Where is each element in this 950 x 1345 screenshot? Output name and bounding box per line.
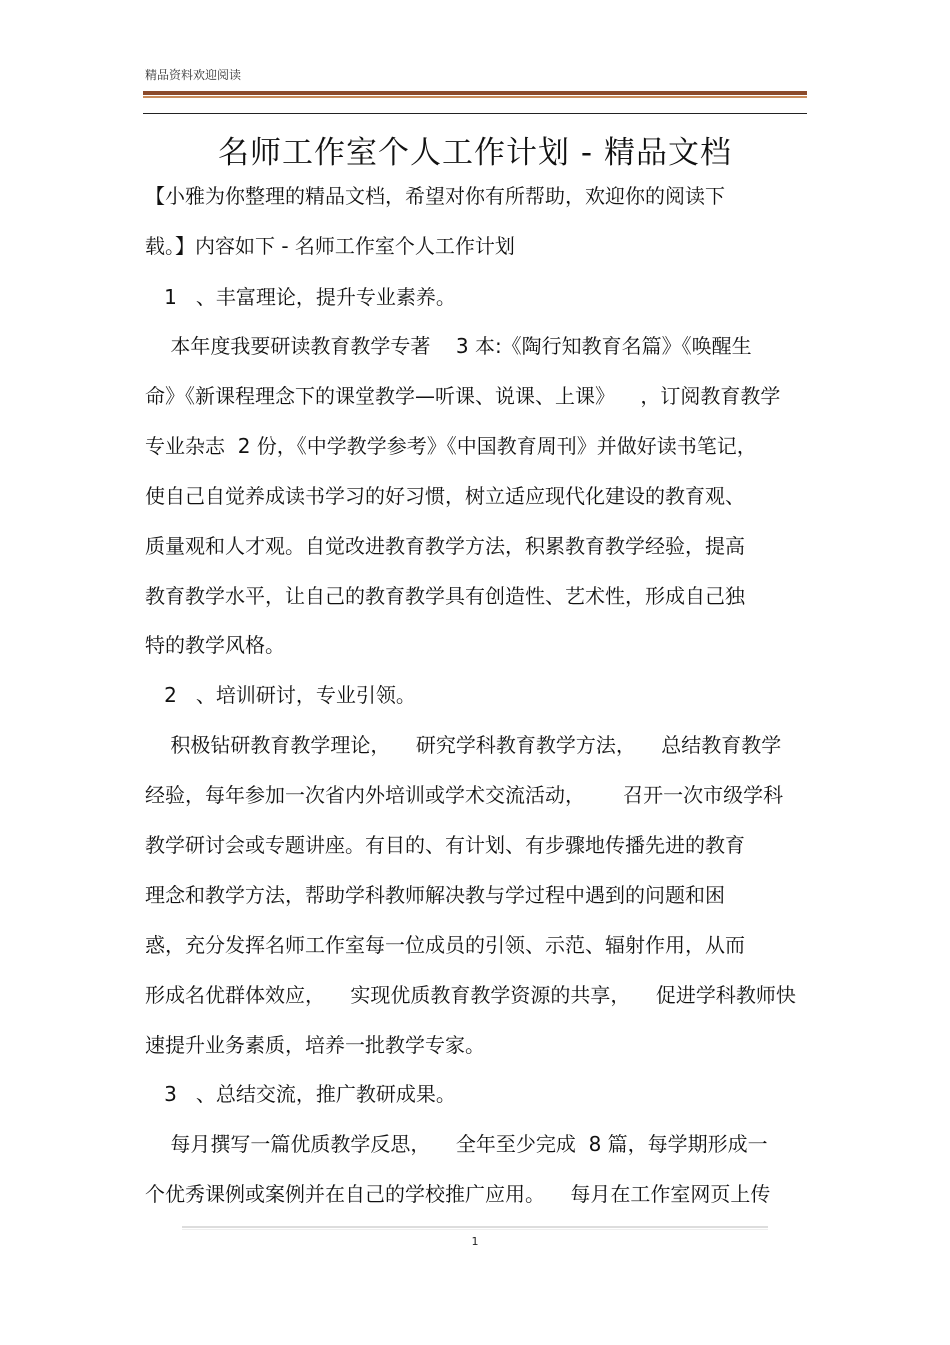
body-line: 【小雅为你整理的精品文档，希望对你有所帮助，欢迎你的阅读下 — [145, 184, 725, 208]
body-line: 惑，充分发挥名师工作室每一位成员的引领、示范、辐射作用，从而 — [145, 933, 745, 957]
footer-rule — [182, 1226, 768, 1228]
section-heading: 3 、总结交流，推广教研成果。 — [145, 1082, 456, 1106]
body-line: 质量观和人才观。自觉改进教育教学方法，积累教育教学经验，提高 — [145, 534, 745, 558]
footer-rule-shadow — [182, 1229, 768, 1230]
section-heading: 2 、培训研讨，专业引领。 — [145, 683, 416, 707]
body-line: 理念和教学方法，帮助学科教师解决教与学过程中遇到的问题和困 — [145, 883, 725, 907]
document-title: 名师工作室个人工作计划 - 精品文档 — [218, 135, 732, 171]
section-heading: 1 、丰富理论，提升专业素养。 — [145, 285, 456, 309]
body-line: 使自己自觉养成读书学习的好习惯，树立适应现代化建设的教育观、 — [145, 484, 745, 508]
header-rule-thin — [143, 96, 807, 98]
body-line: 速提升业务素质，培养一批教学专家。 — [145, 1033, 485, 1057]
body-line: 教学研讨会或专题讲座。有目的、有计划、有步骤地传播先进的教育 — [145, 833, 745, 857]
body-line: 积极钻研教育教学理论， 研究学科教育教学方法， 总结教育教学 — [145, 733, 782, 757]
body-line: 命》《新课程理念下的课堂教学—听课、说课、上课》 ，订阅教育教学 — [145, 384, 781, 408]
body-line: 个优秀课例或案例并在自己的学校推广应用。 每月在工作室网页上传 — [145, 1182, 771, 1206]
page-number: 1 — [471, 1235, 479, 1248]
body-line: 经验，每年参加一次省内外培训或学术交流活动， 召开一次市级学科 — [145, 783, 784, 807]
body-line: 每月撰写一篇优质教学反思， 全年至少完成 8 篇，每学期形成一 — [145, 1132, 768, 1156]
body-line: 特的教学风格。 — [145, 633, 285, 657]
header-text: 精品资料欢迎阅读 — [145, 68, 242, 82]
body-line: 载。】内容如下 - 名师工作室个人工作计划 — [145, 234, 515, 258]
body-line: 本年度我要研读教育教学专著 3 本:《陶行知教育名篇》《唤醒生 — [145, 334, 752, 358]
body-line: 专业杂志 2 份，《中学教学参考》《中国教育周刊》并做好读书笔记， — [145, 434, 757, 458]
header-rule-thick — [143, 91, 807, 95]
body-line: 教育教学水平，让自己的教育教学具有创造性、艺术性，形成自己独 — [145, 584, 745, 608]
title-top-rule — [143, 113, 807, 114]
body-line: 形成名优群体效应， 实现优质教育教学资源的共享， 促进学科教师快 — [145, 983, 796, 1007]
